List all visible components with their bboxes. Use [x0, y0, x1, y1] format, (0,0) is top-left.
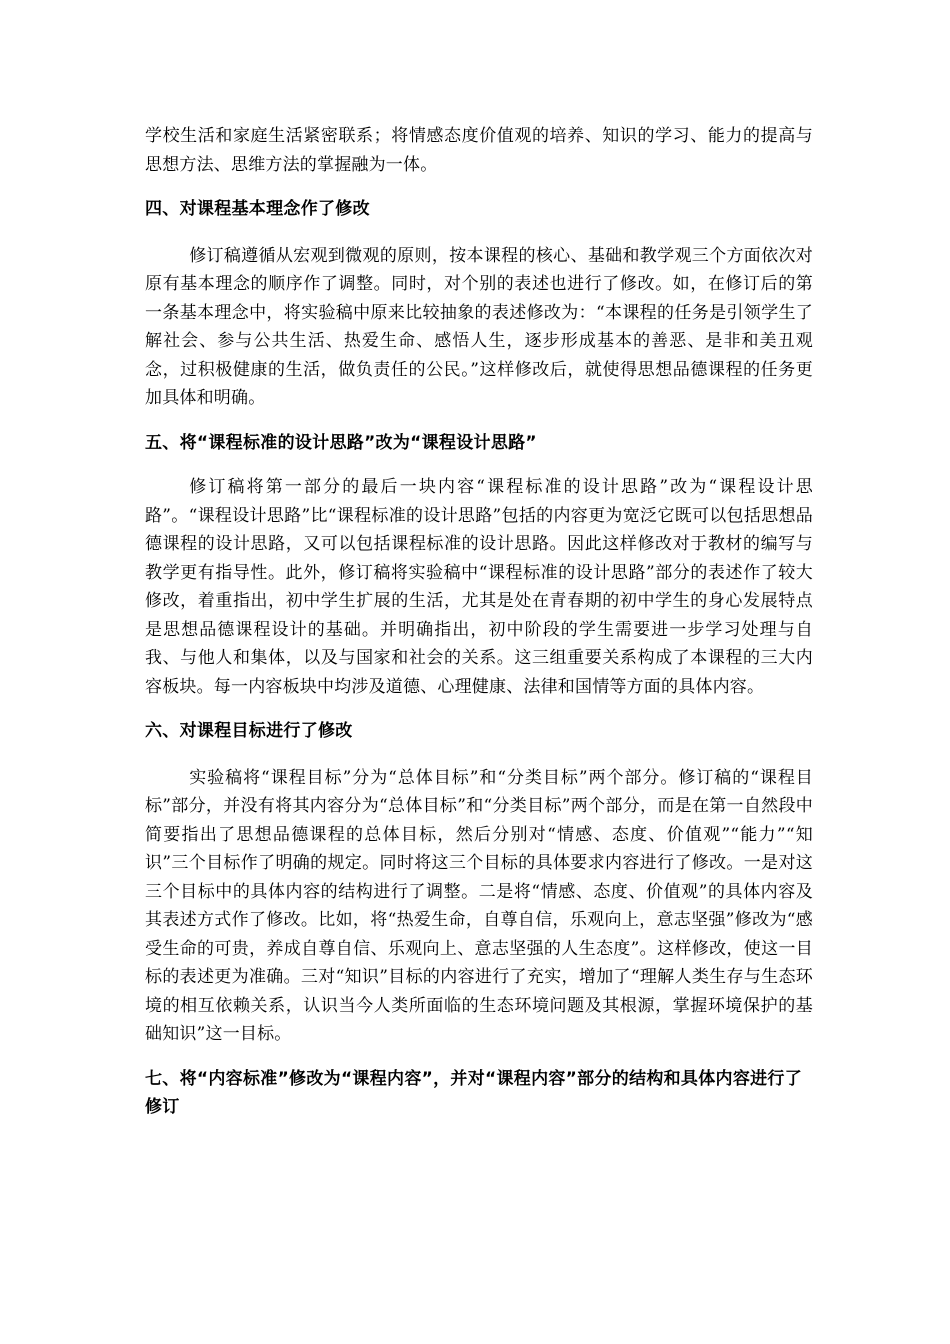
section-heading-4: 四、对课程基本理念作了修改 — [145, 199, 370, 219]
document-page — [145, 122, 813, 1122]
paragraph-continued: 学校生活和家庭生活紧密联系；将情感态度价值观的培养、知识的学习、能力的提高与思想方法、思维方法的掌握融为一体。 — [145, 126, 813, 175]
section-heading-5: 五、将“课程标准的设计思路”改为“课程设计思路” — [145, 432, 537, 453]
section-5-paragraph: 修订稿将第一部分的最后一块内容“课程标准的设计思路”改为“课程设计思路”。“课程设计思路”比“课程标准的设计思路”包括的内容更为宽泛它既可以包括思想品德课程的设计思路，又可以包括课程标准的设计思路。因此这样修改对于教材的编写与教学更有指导性。此外，修订稿将实验稿中“课程标准的设计思路”部分的表述作了较大修改，着重指出，初中学生扩展的生活，尤其是处在青春期的初中学生的身心发展特点是思想品德课程设计的基础。并明确指出，初中阶段的学生需要进一步学习处理与自我、与他人和集体，以及与国家和社会的关系。这三组重要关系构成了本课程的三大内容板块。每一内容板块中均涉及道德、心理健康、法律和国情等方面的具体内容。 — [145, 477, 813, 697]
section-heading-7: 七、将“内容标准”修改为“课程内容”，并对“课程内容”部分的结构和具体内容进行了修订 — [145, 1068, 803, 1117]
section-6-paragraph: 实验稿将“课程目标”分为“总体目标”和“分类目标”两个部分。修订稿的“课程目标”部分，并没有将其内容分为“总体目标”和“分类目标”两个部分，而是在第一自然段中简要指出了思想品德课程的总体目标，然后分别对“情感、态度、价值观”“能力”“知识”三个目标作了明确的规定。同时将这三个目标的具体要求内容进行了修改。一是对这三个目标中的具体内容的结构进行了调整。二是将“情感、态度、价值观”的具体内容及其表述方式作了修改。比如，将“热爱生命，自尊自信，乐观向上，意志坚强”修改为“感受生命的可贵，养成自尊自信、乐观向上、意志坚强的人生态度”。这样修改，使这一目标的表述更为准确。三对“知识”目标的内容进行了充实，增加了“理解人类生存与生态环境的相互依赖关系，认识当今人类所面临的生态环境问题及其根源，掌握环境保护的基础知识”这一目标。 — [145, 767, 813, 1044]
section-heading-6: 六、对课程目标进行了修改 — [145, 721, 353, 741]
section-4-paragraph: 修订稿遵循从宏观到微观的原则，按本课程的核心、基础和教学观三个方面依次对原有基本理念的顺序作了调整。同时，对个别的表述也进行了修改。如，在修订后的第一条基本理念中，将实验稿中原来比较抽象的表述修改为：“本课程的任务是引领学生了解社会、参与公共生活、热爱生命、感悟人生，逐步形成基本的善恶、是非和美丑观念，过积极健康的生活，做负责任的公民。”这样修改后，就使得思想品德课程的任务更加具体和明确。 — [145, 245, 813, 408]
